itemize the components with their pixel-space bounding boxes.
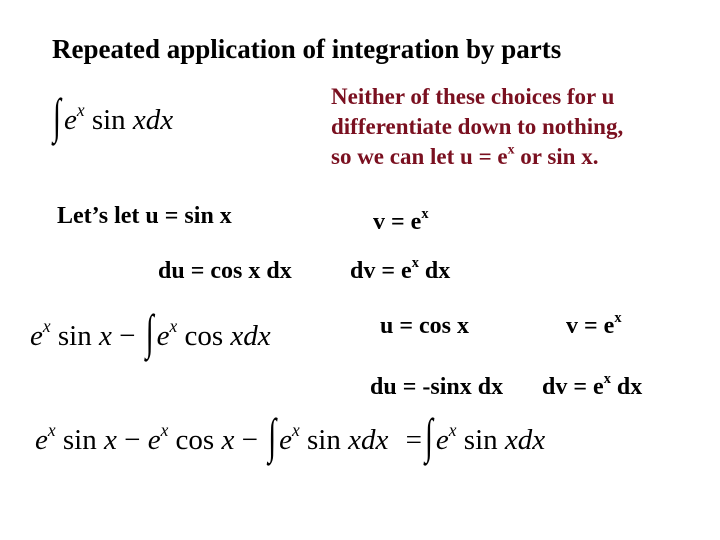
note-line-3: so we can let $u = e^x$ or sin x. [331, 141, 599, 169]
step1-dv: dv = $e^x$ dx [350, 255, 451, 284]
step2-dv: dv = $e^x$ dx [542, 371, 643, 400]
note-line-1: Neither of these choices for u [331, 84, 615, 109]
note-line-2: differentiate down to nothing, [331, 114, 624, 139]
integral-sign-icon: ∫ [268, 410, 277, 465]
step2-u: u = cos x [380, 313, 470, 339]
expression-2: $e^x$ sin x − ∫ $e^x$ cos xdx [30, 306, 271, 361]
note-text [331, 82, 623, 172]
page-title: Repeated application of integration by parts [52, 34, 562, 64]
step2-v: $v = e^x$ [566, 310, 622, 339]
step1-v: $v = e^x$ [373, 206, 429, 235]
step1-du: du = cos x dx [158, 258, 292, 284]
integral-sign-icon: ∫ [145, 306, 154, 361]
step1-u: Let’s let u = sin x [57, 203, 232, 229]
integral-sign-icon: ∫ [424, 410, 433, 465]
step2-du: du = -sinx dx [370, 374, 504, 400]
expression-3: $e^x$ $\sin x - e^x$ cos x − ∫ $e^x$ sin xdx = ∫ $e^x$ sin xdx [35, 410, 546, 465]
integral-sign-icon: ∫ [53, 90, 61, 145]
integral-expression: ∫ $e^x$ sin xdx [53, 90, 174, 145]
